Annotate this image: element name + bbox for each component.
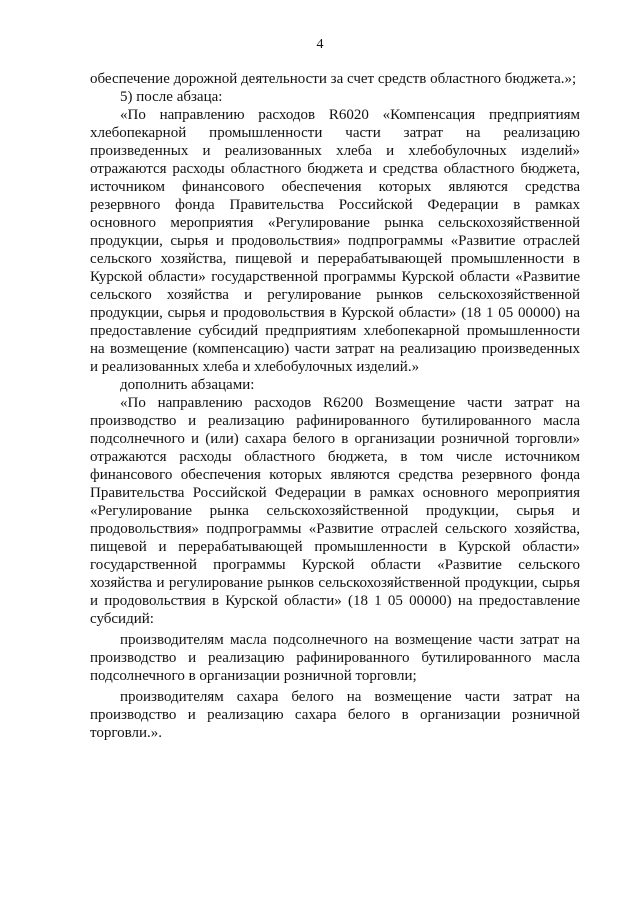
paragraph-1: обеспечение дорожной деятельности за счет средств областного бюджета.»;: [90, 71, 577, 87]
paragraph-3: «По направлению расходов R6020 «Компенсация предприятиям хлебопекарной промышленности части затрат на реализацию произведенных и реализованных хлеба и хлебобулочных изделий» отражаются расходы областного бюджета и средства областного бюджета, источником финансового обеспечения которых являются средства резервного фонда Правительства Российской Федерации в рамках основного мероприятия «Регулирование рынка сельскохозяйственной продукции, сырья и продовольствия» подпрограммы «Развитие отраслей сельского хозяйства, пищевой и перерабатывающей промышленности в Курской области» государственной программы Курской области «Развитие сельского хозяйства и регулирование рынков сельскохозяйственной продукции, сырья и продовольствия в Курской области» (18 1 05 00000) на предоставление субсидий предприятиям хлебопекарной промышленности на возмещение (компенсацию) части затрат на реализацию произведенных и реализованных хлеба и хлебобулочных изделий.»: [90, 107, 580, 375]
paragraph-4: дополнить абзацами:: [120, 377, 255, 393]
paragraph-5: «По направлению расходов R6200 Возмещение части затрат на производство и реализацию рафинированного бутилированного масла подсолнечного и (или) сахара белого в организации розничной торговли» отражаются расходы областного бюджета, в том числе источником финансового обеспечения которых являются средства резервного фонда Правительства Российской Федерации в рамках основного мероприятия «Регулирование рынка сельскохозяйственной продукции, сырья и продовольствия» подпрограммы «Развитие отраслей сельского хозяйства, пищевой и перерабатывающей промышленности в Курской области» государственной программы Курской области «Развитие сельского хозяйства и регулирование рынков сельскохозяйственной продукции, сырья и продовольствия в Курской области» (18 1 05 00000) на предоставление субсидий:: [90, 395, 580, 627]
paragraph-6: производителям масла подсолнечного на возмещение части затрат на производство и реализацию рафинированного бутилированного масла подсолнечного в организации розничной торговли;: [90, 632, 580, 684]
paragraph-2: 5) после абзаца:: [120, 89, 223, 105]
document-body: [90, 70, 580, 742]
paragraph-7: производителям сахара белого на возмещение части затрат на производство и реализацию сахара белого в организации розничной торговли.».: [90, 689, 580, 741]
page-number: 4: [316, 37, 324, 52]
